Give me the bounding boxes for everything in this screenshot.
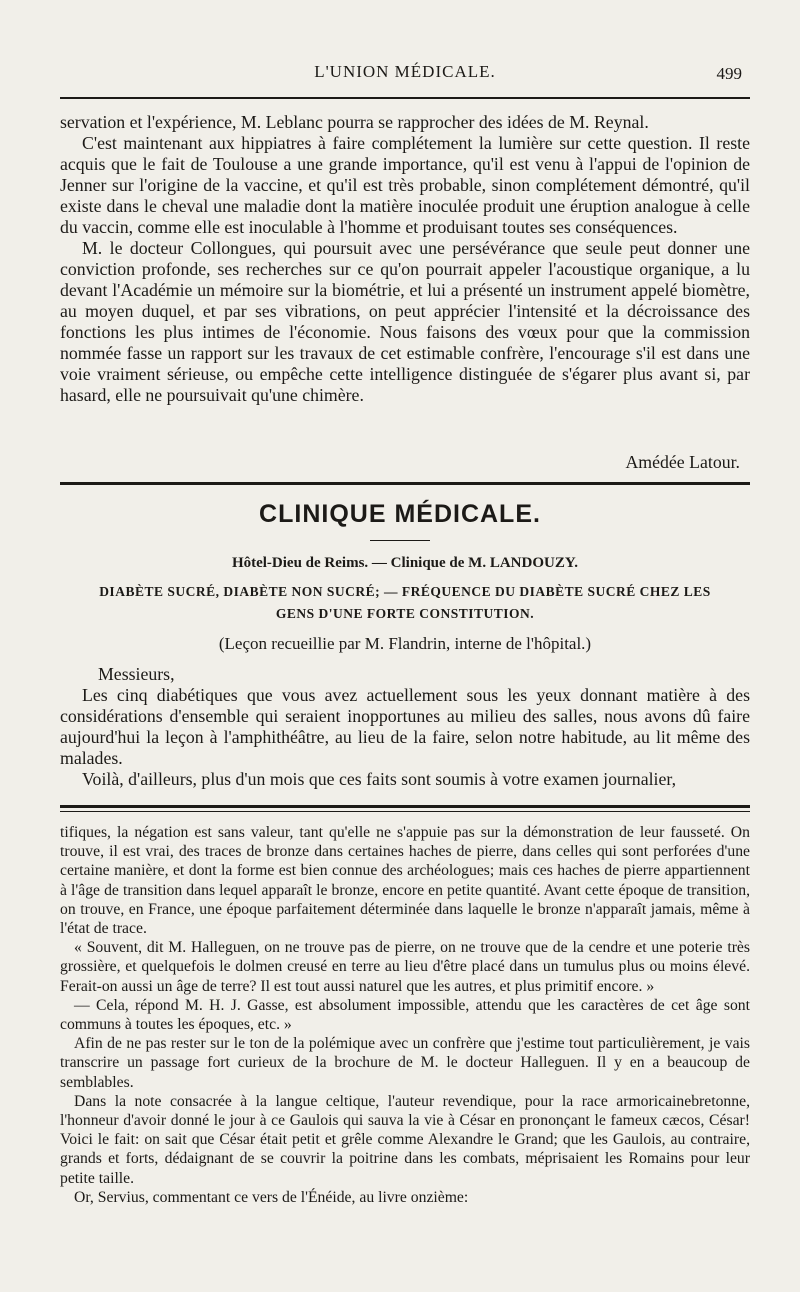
page-header bbox=[60, 62, 750, 90]
signature: Amédée Latour. bbox=[625, 452, 740, 472]
paragraph: Les cinq diabétiques que vous avez actuellement sous les yeux donnant matière à des considérations d'ensemble qui seraient inopportunes au milieu des salles, nous avons dû faire aujourd'hui la leçon à l'amphithéâtre, au lieu de la faire, selon notre habitude, au lit même des malades. bbox=[60, 685, 750, 768]
title-underline bbox=[370, 540, 430, 541]
footnote-rule-thin bbox=[60, 811, 750, 812]
paragraph: Dans la note consacrée à la langue celtique, l'auteur revendique, pour la race armoricainebretonne, l'honneur d'avoir donné le jour à ce Gaulois qui sauva la vie à César en prononçant le fameux cæcos, César! Voici le fait: on sait que César était petit et grêle comme Alexandre le Grand; que les Gaulois, au contraire, grands et forts, dédaignant de se couvrir la poitrine dans les combats, méprisaient les Romains pour leur petite taille. bbox=[60, 1092, 750, 1187]
header-rule bbox=[60, 97, 750, 99]
page-number: 499 bbox=[716, 64, 742, 83]
paragraph: Voilà, d'ailleurs, plus d'un mois que ces faits sont soumis à votre examen journalier, bbox=[82, 769, 677, 789]
paragraph: Or, Servius, commentant ce vers de l'Énéide, au livre onzième: bbox=[74, 1188, 469, 1206]
running-title: L'UNION MÉDICALE. bbox=[314, 62, 496, 81]
paragraph: M. le docteur Collongues, qui poursuit avec une persévérance que seule peut donner une conviction profonde, ses recherches sur ce qu'on pourrait appeler l'acoustique organique, a lu devant l'Académie un mémoire sur la biométrie, et lui a présenté un instrument appelé biomètre, au moyen duquel, et par ses vibrations, on peut apprécier l'intensité et la décroissance des fonctions les plus intimes de l'économie. Nous faisons des vœux pour que la commission nommée fasse un rapport sur les travaux de cet estimable confrère, l'encourage s'il est dans une voie vraiment sérieuse, ou empêche cette intelligence distinguée de s'égarer plus avant si, par hasard, elle ne poursuivait qu'une chimère. bbox=[60, 238, 750, 405]
salutation: Messieurs, bbox=[98, 664, 175, 684]
paragraph: tifiques, la négation est sans valeur, tant qu'elle ne s'appuie pas sur la démonstration de leur fausseté. On trouve, il est vrai, des traces de bronze dans certaines haches de pierre, dans celles qui sont perforées d'une certaine manière, et dont la forme est bien connue des archéologues; mais ces haches de pierre appartiennent à l'âge de transition dans lequel apparaît le bronze, encore en petite quantité. Avant cette époque de transition, on trouve, en France, une époque parfaitement déterminée dans laquelle le bronze n'apparaît jamais, même à l'état de trace. bbox=[60, 824, 750, 938]
paragraph: C'est maintenant aux hippiatres à faire complétement la lumière sur cette question. Il reste acquis que le fait de Toulouse a une grande importance, qu'il est venu à l'appui de l'opinion de Jenner sur l'origine de la vaccine, et qu'il est très probable, sinon complétement démontré, qu'il existe dans le cheval une maladie dont la matière inoculée produit une éruption analogue à celle du vaccin, comme elle est inoculable à l'homme et produisant toutes ses conséquences. bbox=[60, 133, 750, 237]
section-rule bbox=[60, 482, 750, 485]
article-text bbox=[60, 112, 750, 406]
hospital-line: Hôtel-Dieu de Reims. — Clinique de M. LANDOUZY. bbox=[231, 555, 579, 571]
section-title: CLINIQUE MÉDICALE. bbox=[259, 500, 541, 528]
paragraph: Afin de ne pas rester sur le ton de la polémique avec un confrère que j'estime tout particulièrement, je vais transcrire un passage fort curieux de la brochure de M. le docteur Halleguen. Il y en a beaucoup de semblables. bbox=[60, 1035, 750, 1091]
lesson-credit: (Leçon recueillie par M. Flandrin, interne de l'hôpital.) bbox=[218, 634, 592, 653]
paragraph: — Cela, répond M. H. J. Gasse, est absolument impossible, attendu que les caractères de cet âge sont communs à toutes les époques, etc. » bbox=[60, 996, 750, 1034]
clinic-text bbox=[60, 664, 750, 790]
paragraph: « Souvent, dit M. Halleguen, on ne trouve pas de pierre, on ne trouve que de la cendre et une poterie très grossière, et quelquefois le dolmen creusé en terre au lieu d'être placé dans un tumulus plus ou moins élevé. Ferait-on aussi un âge de terre? Il est tout aussi naturel que les autres, et plus primitif encore. » bbox=[60, 939, 750, 995]
footnote-rule bbox=[60, 805, 750, 808]
paragraph: servation et l'expérience, M. Leblanc pourra se rapprocher des idées de M. Reynal. bbox=[60, 112, 649, 132]
subject-line: DIABÈTE SUCRÉ, DIABÈTE NON SUCRÉ; — FRÉQUENCE DU DIABÈTE SUCRÉ CHEZ LES bbox=[99, 584, 711, 599]
feuilleton-text bbox=[60, 823, 750, 1207]
subject-line: GENS D'UNE FORTE CONSTITUTION. bbox=[275, 606, 535, 621]
